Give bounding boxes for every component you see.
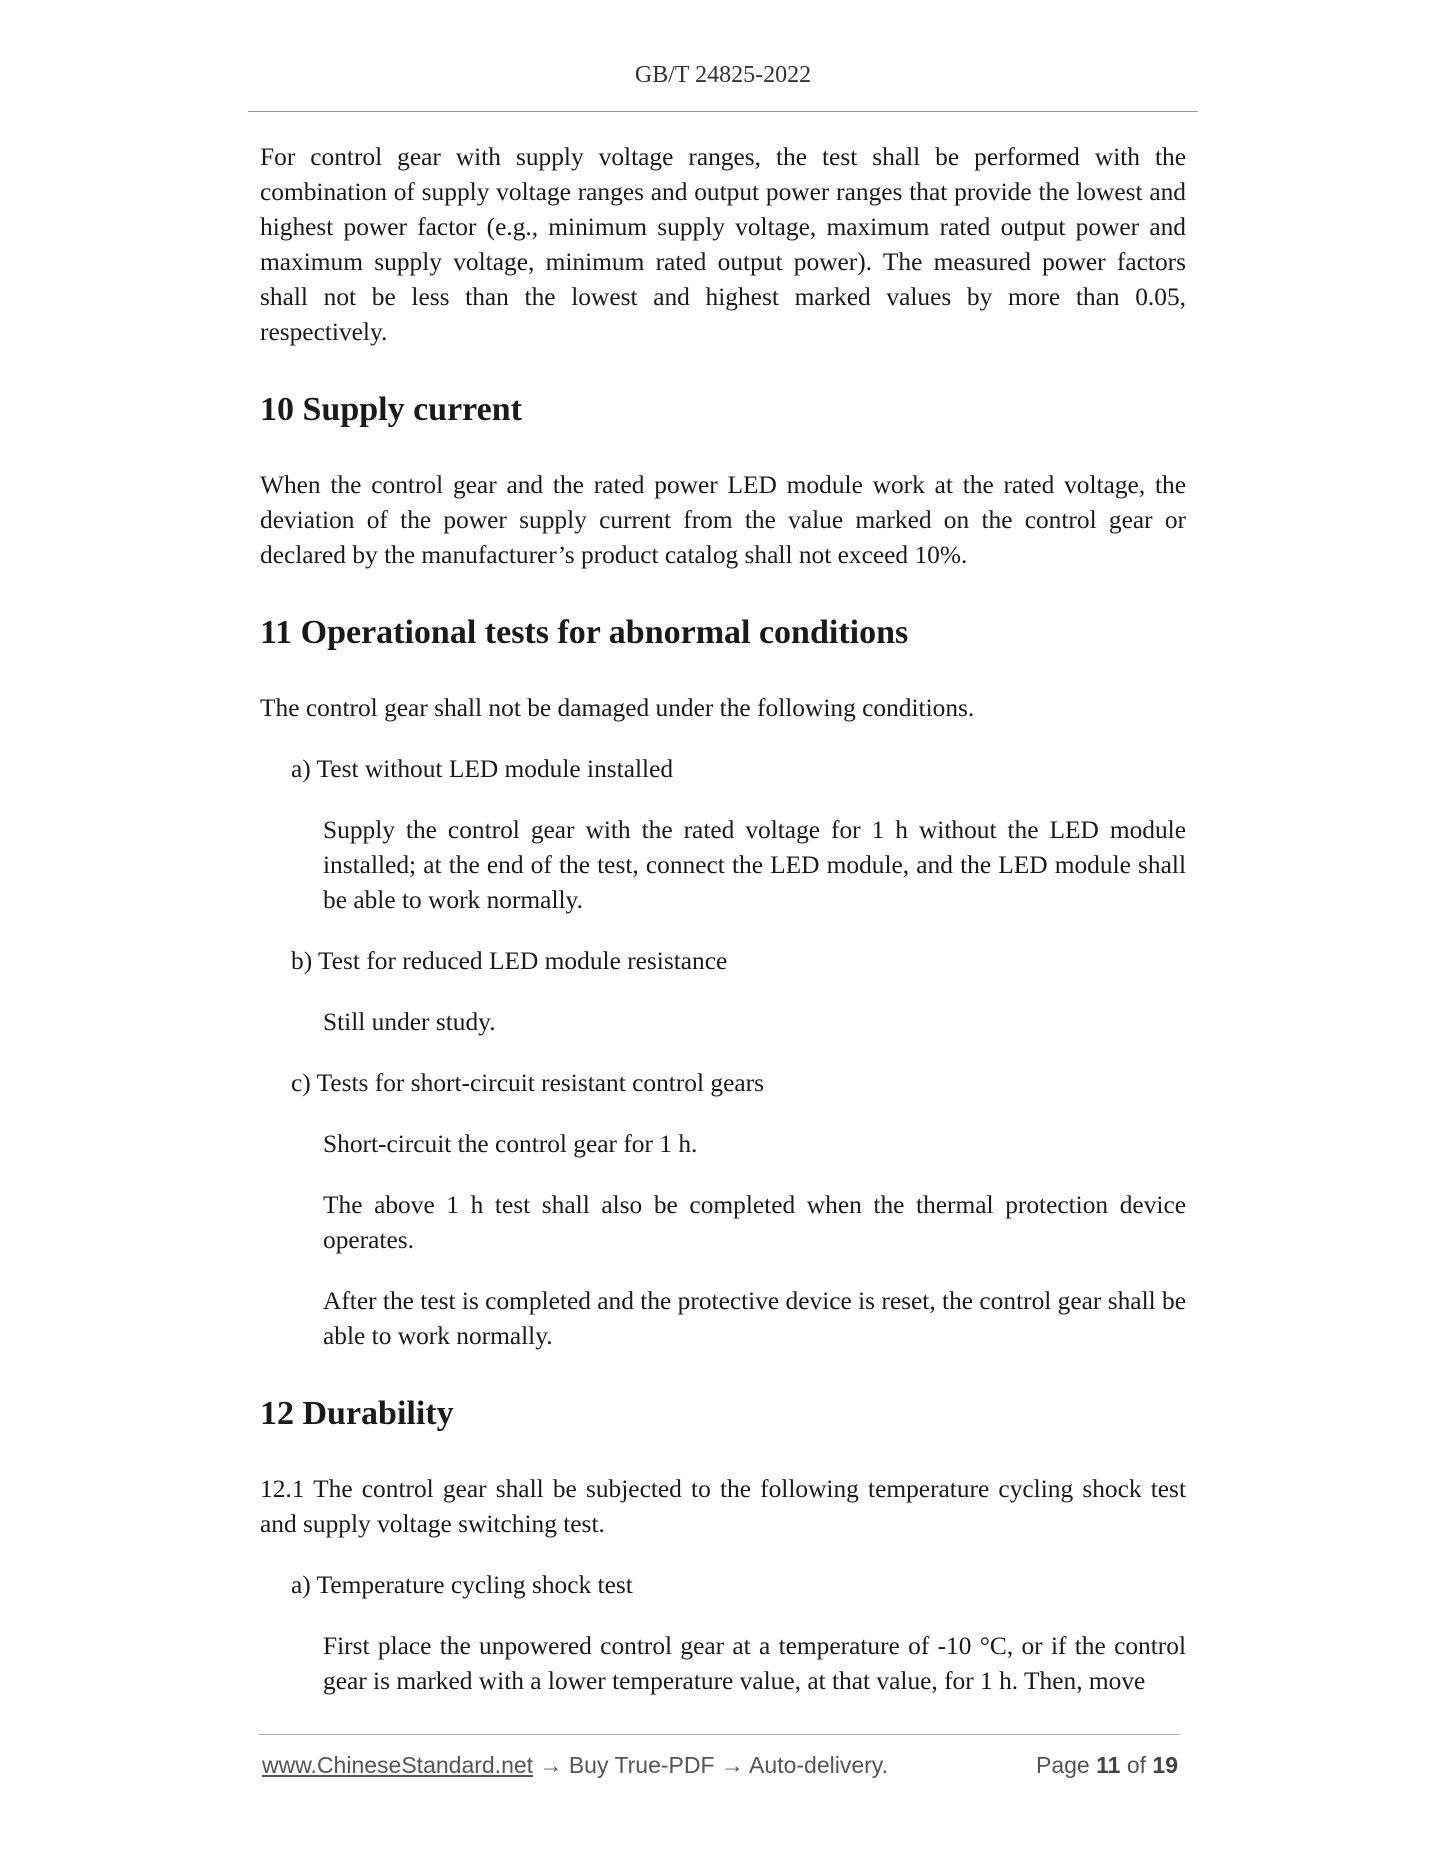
section-11-item-a: a) Test without LED module installed [291, 755, 674, 783]
section-10-paragraph: When the control gear and the rated power LED module work at the rated voltage, the deviation of the power supply current from the value marked on the control gear or declared by the manufacturer’s product catalog shall not exceed 10%. [260, 471, 1186, 569]
page-total: 19 [1152, 1752, 1178, 1778]
section-11-intro: The control gear shall not be damaged under the following conditions. [260, 694, 975, 722]
footer-promo [262, 1752, 888, 1779]
section-12-1-paragraph: 12.1 The control gear shall be subjected to the following temperature cycling shock test and supply voltage switching test. [260, 1475, 1186, 1538]
header-divider [248, 111, 1198, 112]
of-label: of [1126, 1752, 1147, 1778]
section-12-item-a-text: First place the unpowered control gear at a temperature of -10 °C, or if the control gear is marked with a lower temperature value, at that value, for 1 h. Then, move [323, 1632, 1186, 1695]
intro-paragraph: For control gear with supply voltage ranges, the test shall be performed with the combination of supply voltage ranges and output power ranges that provide the lowest and highest power factor (e.g., minimum supply voltage, maximum rated output power and maximum supply voltage, minimum rated output power). The measured power factors shall not be less than the lowest and highest marked values by more than 0.05, respectively. [260, 143, 1186, 346]
section-11-item-c-text-2: The above 1 h test shall also be completed when the thermal protection device operates. [323, 1191, 1186, 1254]
section-11-item-b: b) Test for reduced LED module resistance [291, 947, 728, 975]
page-indicator [1036, 1752, 1178, 1779]
page-number: 11 [1096, 1752, 1121, 1778]
section-11-item-c-text-1: Short-circuit the control gear for 1 h. [323, 1130, 698, 1158]
section-11-item-c-text-3: After the test is completed and the protective device is reset, the control gear shall be able to work normally. [323, 1287, 1186, 1350]
website-link[interactable]: www.ChineseStandard.net [262, 1752, 534, 1778]
section-11-item-a-text: Supply the control gear with the rated voltage for 1 h without the LED module installed; at the end of the test, connect the LED module, and the LED module shall be able to work normally. [323, 816, 1186, 914]
section-11-item-c: c) Tests for short-circuit resistant control gears [291, 1069, 764, 1097]
section-12-heading: 12 Durability [260, 1395, 454, 1432]
footer-promo-text: → Buy True-PDF → Auto-delivery. [533, 1752, 888, 1778]
section-12-item-a: a) Temperature cycling shock test [291, 1571, 633, 1599]
page-label: Page [1036, 1752, 1090, 1778]
section-11-heading: 11 Operational tests for abnormal conditions [260, 614, 909, 651]
footer-divider [258, 1734, 1180, 1735]
section-11-item-b-text: Still under study. [323, 1008, 496, 1036]
page-header: GB/T 24825-2022 [634, 62, 812, 88]
document-body [260, 140, 1186, 1699]
section-10-heading: 10 Supply current [260, 391, 522, 428]
